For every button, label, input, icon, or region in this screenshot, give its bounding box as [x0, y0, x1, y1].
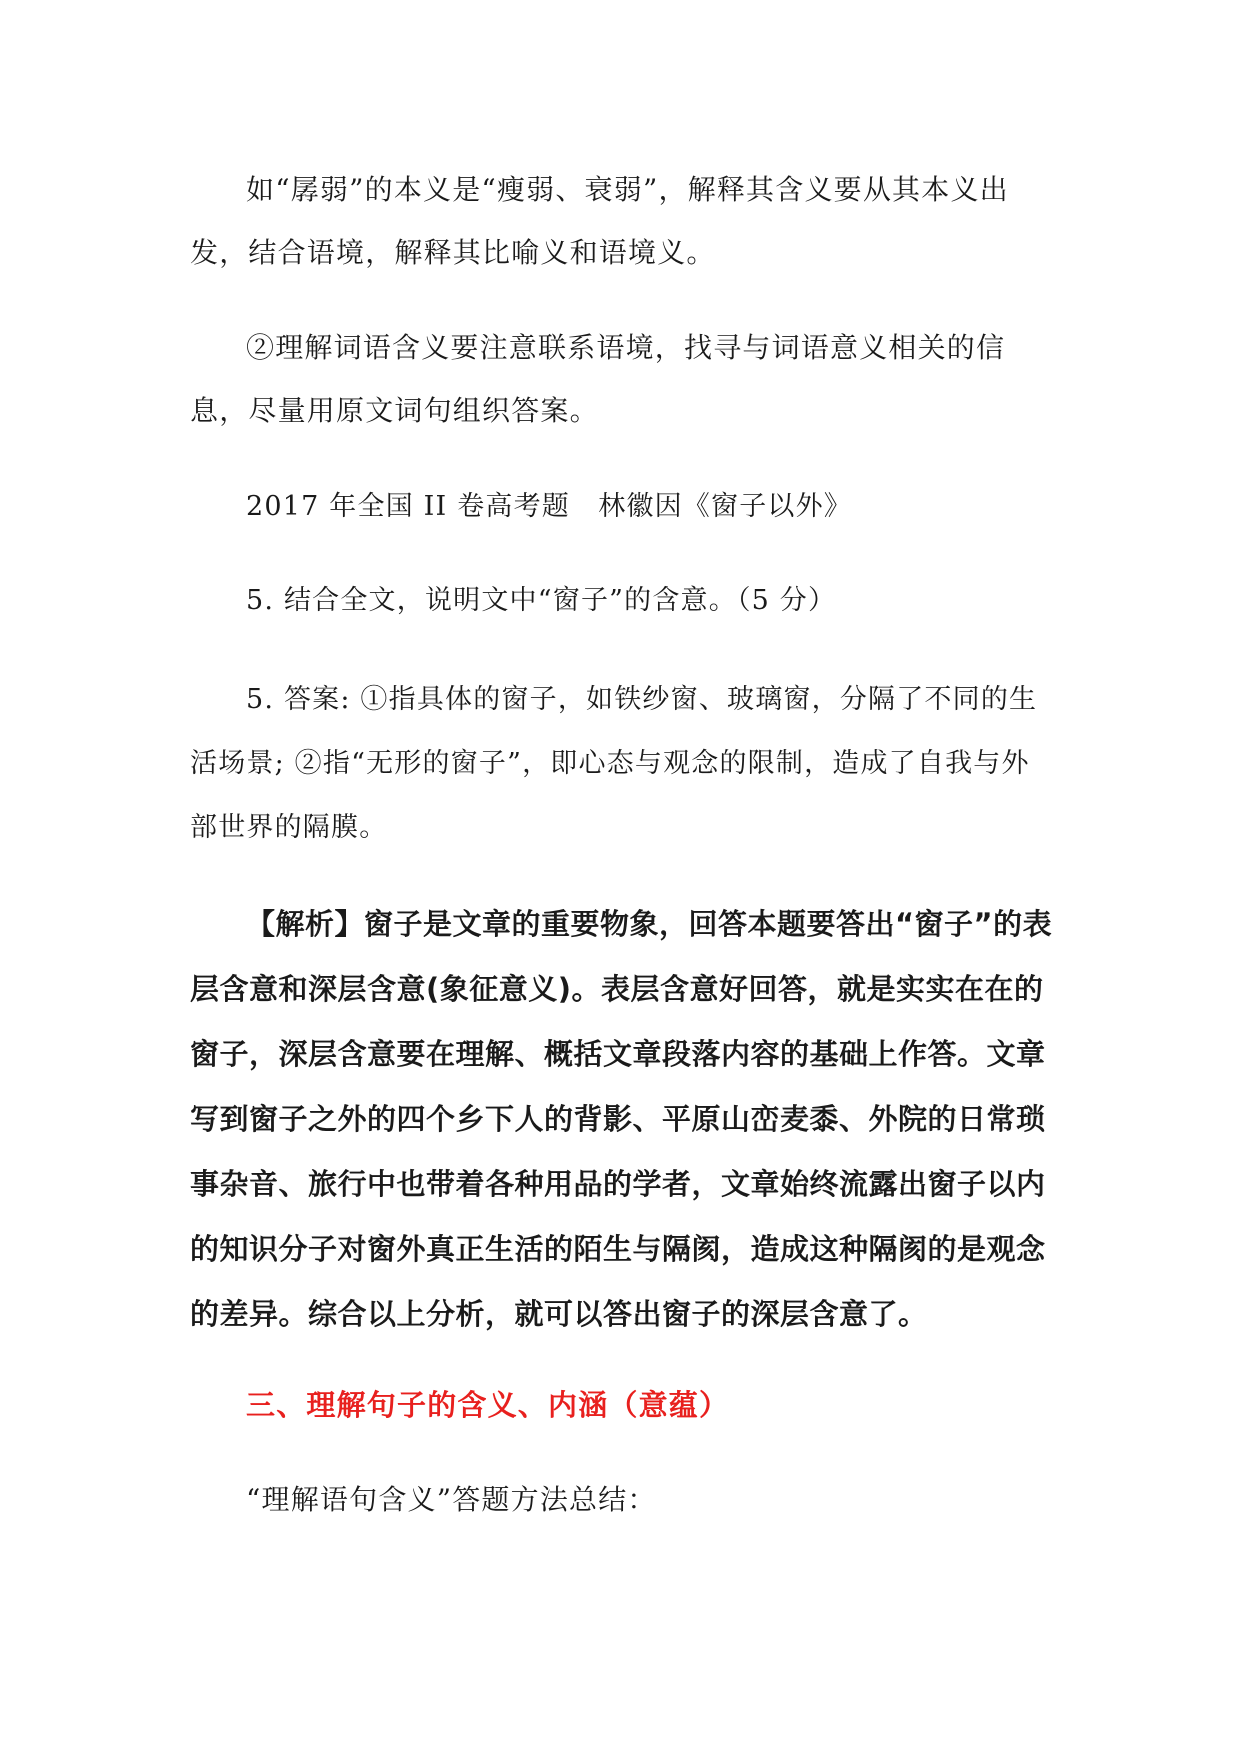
paragraph-word-meaning-example: 如“孱弱”的本义是“瘦弱、衰弱”，解释其含义要从其本义出发，结合语境，解释其比喻义和语境义。 — [190, 173, 1009, 269]
analysis-paragraph: 【解析】窗子是文章的重要物象，回答本题要答出“窗子”的表层含意和深层含意(象征意义)。表层含意好回答，就是实实在在的窗子，深层含意要在理解、概括文章段落内容的基础上作答。文章写到窗子之外的四个乡下人的背影、平原山峦麦黍、外院的日常琐事杂音、旅行中也带着各种用品的学者，文章始终流露出窗子以内的知识分子对窗外真正生活的陌生与隔阂，造成这种隔阂的是观念的差异。综合以上分析，就可以答出窗子的深层含意了。 — [190, 907, 1053, 1331]
question-5: 5. 结合全文，说明文中“窗子”的含意。（5 分） — [246, 585, 837, 616]
method-summary-intro: “理解语句含义”答题方法总结： — [246, 1483, 657, 1516]
answer-5: 5. 答案: ①指具体的窗子，如铁纱窗、玻璃窗，分隔了不同的生活场景; ②指“无形的窗子”，即心态与观念的限制，造成了自我与外部世界的隔膜。 — [190, 684, 1038, 843]
section-heading: 三、理解句子的含义、内涵（意蕴） — [246, 1388, 730, 1422]
paragraph-context-tip: ②理解词语含义要注意联系语境，找寻与词语意义相关的信息，尽量用原文词句组织答案。 — [190, 331, 1006, 427]
exam-source-line: 2017 年全国 II 卷高考题 林徽因《窗子以外》 — [246, 491, 852, 522]
